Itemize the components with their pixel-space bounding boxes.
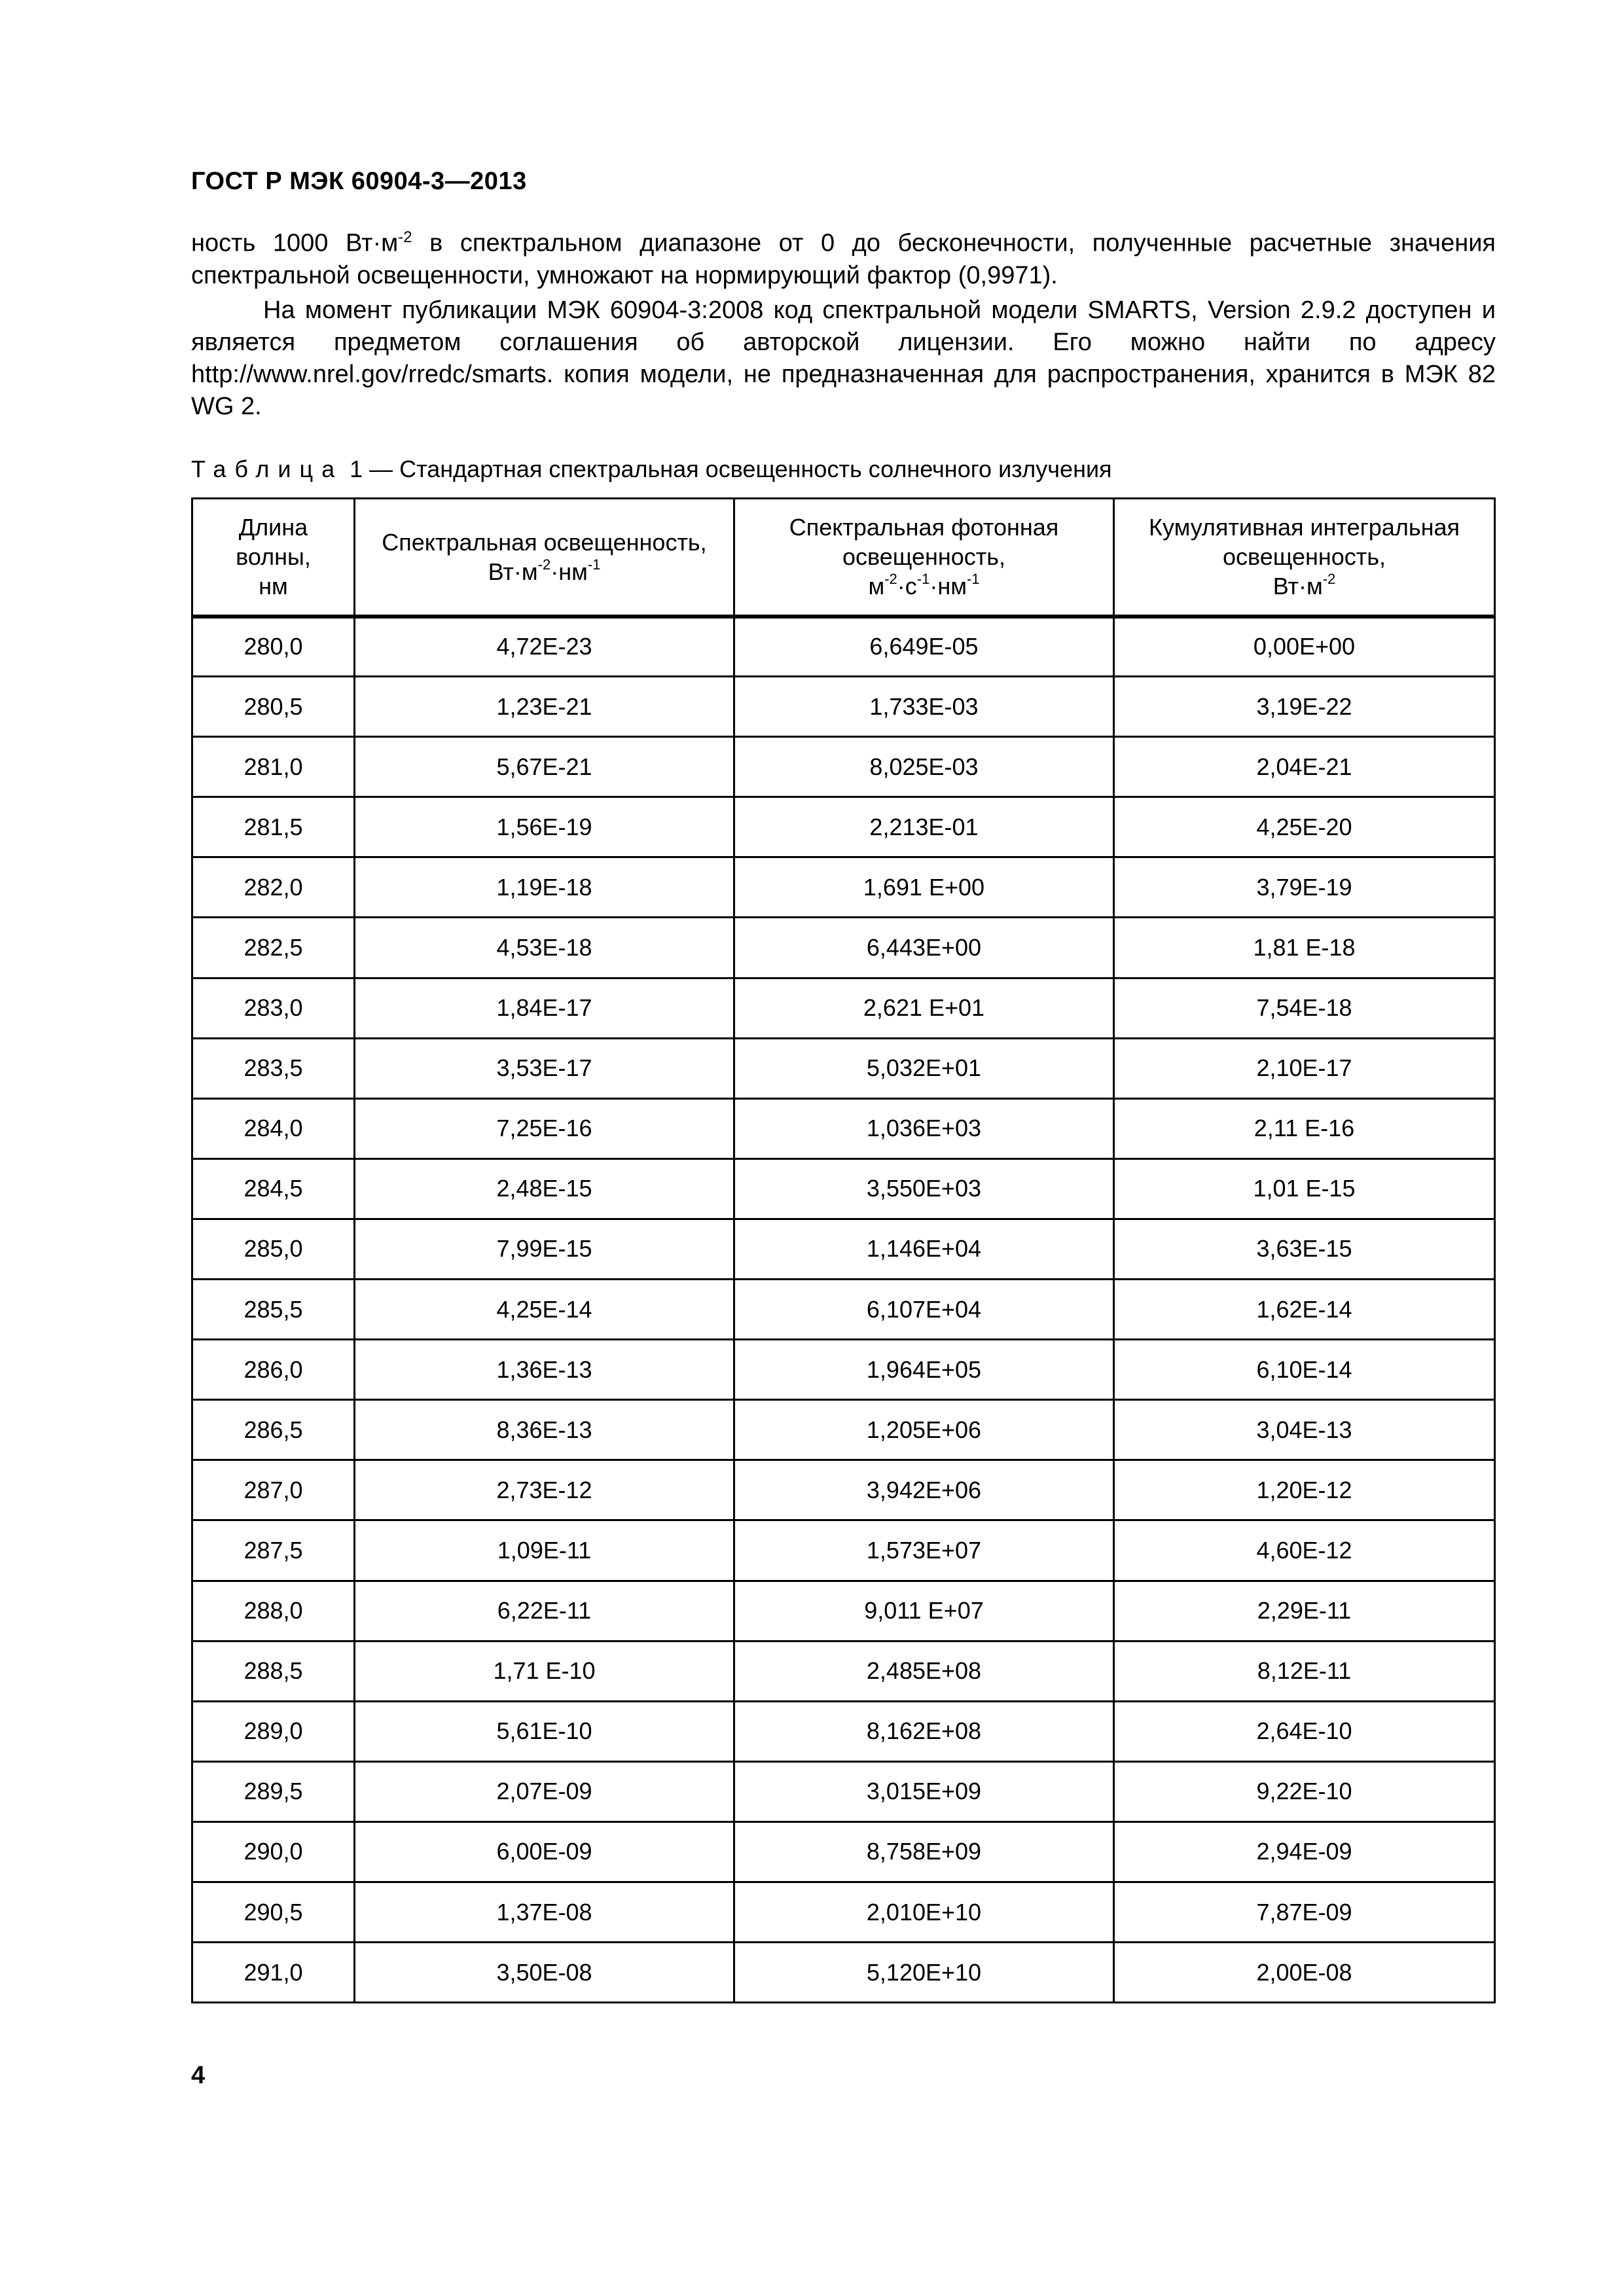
table-row: [192, 797, 1495, 857]
cell-wavelength: 282,0: [192, 857, 355, 918]
cell-photon-irradiance: 1,691 E+00: [734, 857, 1114, 918]
cell-wavelength: 289,5: [192, 1761, 355, 1821]
table-body: [192, 617, 1495, 2003]
header-line: освещенность,: [1222, 543, 1386, 571]
cell-spectral-irradiance: 6,22E-11: [355, 1581, 734, 1641]
table-row: [192, 677, 1495, 737]
header-line: волны,: [236, 543, 311, 571]
cell-cumulative-irradiance: 7,54E-18: [1114, 978, 1495, 1038]
cell-photon-irradiance: 6,649E-05: [734, 617, 1114, 677]
cell-spectral-irradiance: 1,19E-18: [355, 857, 734, 918]
cell-wavelength: 280,5: [192, 677, 355, 737]
cell-cumulative-irradiance: 2,94E-09: [1114, 1821, 1495, 1882]
cell-photon-irradiance: 1,146E+04: [734, 1219, 1114, 1279]
cell-wavelength: 285,0: [192, 1219, 355, 1279]
table-row: [192, 1641, 1495, 1701]
table-row: [192, 1158, 1495, 1219]
header-wavelength: [192, 499, 355, 617]
cell-cumulative-irradiance: 2,00E-08: [1114, 1943, 1495, 2003]
cell-cumulative-irradiance: 2,29E-11: [1114, 1581, 1495, 1641]
cell-wavelength: 285,5: [192, 1280, 355, 1340]
cell-photon-irradiance: 6,443E+00: [734, 918, 1114, 978]
table-row: [192, 1219, 1495, 1279]
table-row: [192, 1943, 1495, 2003]
cell-photon-irradiance: 2,213E-01: [734, 797, 1114, 857]
cell-photon-irradiance: 1,964E+05: [734, 1340, 1114, 1400]
cell-wavelength: 291,0: [192, 1943, 355, 2003]
table-row: [192, 1280, 1495, 1340]
header-spectral-irradiance: [355, 499, 734, 617]
cell-cumulative-irradiance: 3,04E-13: [1114, 1400, 1495, 1460]
cell-spectral-irradiance: 1,36E-13: [355, 1340, 734, 1400]
header-unit: $Вт\cdot м^{-2}$: [1272, 571, 1336, 600]
cell-cumulative-irradiance: 0,00E+00: [1114, 617, 1495, 677]
cell-photon-irradiance: 8,162E+08: [734, 1701, 1114, 1761]
cell-spectral-irradiance: 4,72E-23: [355, 617, 734, 677]
cell-wavelength: 288,0: [192, 1581, 355, 1641]
cell-wavelength: 280,0: [192, 617, 355, 677]
cell-cumulative-irradiance: 2,64E-10: [1114, 1701, 1495, 1761]
cell-wavelength: 283,0: [192, 978, 355, 1038]
cell-spectral-irradiance: 3,53E-17: [355, 1038, 734, 1098]
paragraph-text: ность 1000 Вт·м: [191, 229, 399, 257]
cell-spectral-irradiance: 3,50E-08: [355, 1943, 734, 2003]
header-line: освещенность,: [842, 543, 1006, 571]
table-row: [192, 1038, 1495, 1098]
cell-wavelength: 283,5: [192, 1038, 355, 1098]
table-row: [192, 1098, 1495, 1158]
table-row: [192, 1581, 1495, 1641]
cell-wavelength: 288,5: [192, 1641, 355, 1701]
paragraph-publication-note: На момент публикации МЭК 60904-3:2008 код спектральной модели SMARTS, Version 2.9.2 доступен и является предметом соглашения об авторской лицензии. Его можно найти по адресу http://www.nrel.gov/rredc/smarts. копия модели, не предназначенная для распространения, хранится в МЭК 82 WG 2.: [191, 296, 1496, 420]
cell-cumulative-irradiance: 8,12E-11: [1114, 1641, 1495, 1701]
header-line: Спектральная освещенность,: [382, 528, 707, 556]
page-number: 4: [191, 2062, 206, 2089]
cell-cumulative-irradiance: 3,19E-22: [1114, 677, 1495, 737]
cell-wavelength: 289,0: [192, 1701, 355, 1761]
cell-photon-irradiance: 9,011 E+07: [734, 1581, 1114, 1641]
cell-photon-irradiance: 2,621 E+01: [734, 978, 1114, 1038]
table-row: [192, 1460, 1495, 1520]
paragraph-normalization: [191, 221, 1496, 292]
cell-photon-irradiance: 5,120E+10: [734, 1943, 1114, 2003]
cell-photon-irradiance: 1,036E+03: [734, 1098, 1114, 1158]
cell-photon-irradiance: 8,758E+09: [734, 1821, 1114, 1882]
table-row: [192, 1882, 1495, 1942]
cell-spectral-irradiance: 2,48E-15: [355, 1158, 734, 1219]
header-line: Спектральная фотонная: [789, 514, 1059, 541]
cell-spectral-irradiance: 2,73E-12: [355, 1460, 734, 1520]
cell-spectral-irradiance: 8,36E-13: [355, 1400, 734, 1460]
cell-wavelength: 284,5: [192, 1158, 355, 1219]
cell-cumulative-irradiance: 6,10E-14: [1114, 1340, 1495, 1400]
table-caption: [191, 453, 1112, 486]
cell-spectral-irradiance: 1,37E-08: [355, 1882, 734, 1942]
cell-wavelength: 290,5: [192, 1882, 355, 1942]
cell-cumulative-irradiance: 2,04E-21: [1114, 737, 1495, 797]
cell-photon-irradiance: 3,015E+09: [734, 1761, 1114, 1821]
cell-cumulative-irradiance: 4,25E-20: [1114, 797, 1495, 857]
cell-spectral-irradiance: 4,25E-14: [355, 1280, 734, 1340]
cell-wavelength: 284,0: [192, 1098, 355, 1158]
cell-photon-irradiance: 5,032E+01: [734, 1038, 1114, 1098]
table-row: [192, 1701, 1495, 1761]
cell-cumulative-irradiance: 1,62E-14: [1114, 1280, 1495, 1340]
cell-spectral-irradiance: 5,61E-10: [355, 1701, 734, 1761]
cell-spectral-irradiance: 1,23E-21: [355, 677, 734, 737]
cell-wavelength: 286,0: [192, 1340, 355, 1400]
header-photon-irradiance: [734, 499, 1114, 617]
cell-cumulative-irradiance: 7,87E-09: [1114, 1882, 1495, 1942]
cell-photon-irradiance: 8,025E-03: [734, 737, 1114, 797]
header-line: Кумулятивная интегральная: [1149, 514, 1460, 541]
cell-spectral-irradiance: 1,84E-17: [355, 978, 734, 1038]
cell-cumulative-irradiance: 9,22E-10: [1114, 1761, 1495, 1821]
cell-cumulative-irradiance: 1,81 E-18: [1114, 918, 1495, 978]
cell-wavelength: 290,0: [192, 1821, 355, 1882]
table-row: [192, 1821, 1495, 1882]
table-row: [192, 978, 1495, 1038]
cell-cumulative-irradiance: 3,63E-15: [1114, 1219, 1495, 1279]
cell-photon-irradiance: 2,010E+10: [734, 1882, 1114, 1942]
header-unit: нм: [259, 573, 288, 600]
table-caption-title: 1 — Стандартная спектральная освещенность солнечного излучения: [343, 456, 1112, 482]
cell-wavelength: 282,5: [192, 918, 355, 978]
cell-cumulative-irradiance: 1,20E-12: [1114, 1460, 1495, 1520]
table-row: [192, 857, 1495, 918]
cell-photon-irradiance: 1,205E+06: [734, 1400, 1114, 1460]
paragraph-text: в спектральном диапазоне от 0 до бесконечности, полученные расчетные значения спектральной освещенности, умножают на нормирующий фактор (0,9971).: [191, 229, 1496, 289]
cell-spectral-irradiance: 5,67E-21: [355, 737, 734, 797]
cell-cumulative-irradiance: 1,01 E-15: [1114, 1158, 1495, 1219]
cell-spectral-irradiance: 1,56E-19: [355, 797, 734, 857]
page-header: ГОСТ Р МЭК 60904-3—2013: [191, 168, 527, 195]
table-header-row: [192, 499, 1495, 617]
table-row: [192, 1520, 1495, 1581]
cell-wavelength: 286,5: [192, 1400, 355, 1460]
cell-photon-irradiance: 1,573E+07: [734, 1520, 1114, 1581]
table-row: [192, 1340, 1495, 1400]
cell-photon-irradiance: 2,485E+08: [734, 1641, 1114, 1701]
cell-photon-irradiance: 3,942E+06: [734, 1460, 1114, 1520]
cell-photon-irradiance: 6,107E+04: [734, 1280, 1114, 1340]
cell-wavelength: 281,0: [192, 737, 355, 797]
cell-cumulative-irradiance: 4,60E-12: [1114, 1520, 1495, 1581]
cell-wavelength: 281,5: [192, 797, 355, 857]
cell-spectral-irradiance: 1,09E-11: [355, 1520, 734, 1581]
cell-wavelength: 287,5: [192, 1520, 355, 1581]
cell-spectral-irradiance: 2,07E-09: [355, 1761, 734, 1821]
cell-spectral-irradiance: 4,53E-18: [355, 918, 734, 978]
spectral-irradiance-table: [191, 497, 1496, 2003]
cell-cumulative-irradiance: 3,79E-19: [1114, 857, 1495, 918]
header-unit: $Вт\cdot м^{-2}\cdot нм^{-1}$: [488, 556, 601, 585]
cell-spectral-irradiance: 6,00E-09: [355, 1821, 734, 1882]
cell-cumulative-irradiance: 2,11 E-16: [1114, 1098, 1495, 1158]
table-row: [192, 617, 1495, 677]
cell-wavelength: 287,0: [192, 1460, 355, 1520]
cell-photon-irradiance: 3,550E+03: [734, 1158, 1114, 1219]
cell-spectral-irradiance: 1,71 E-10: [355, 1641, 734, 1701]
table-caption-label: Таблица: [191, 456, 344, 482]
cell-spectral-irradiance: 7,25E-16: [355, 1098, 734, 1158]
table-row: [192, 918, 1495, 978]
cell-spectral-irradiance: 7,99E-15: [355, 1219, 734, 1279]
table-row: [192, 1761, 1495, 1821]
superscript: -2: [398, 228, 412, 246]
cell-cumulative-irradiance: 2,10E-17: [1114, 1038, 1495, 1098]
header-cumulative-irradiance: [1114, 499, 1495, 617]
header-unit: $м^{-2}\cdot с^{-1}\cdot нм^{-1}$: [868, 571, 980, 600]
table-row: [192, 1400, 1495, 1460]
header-line: Длина: [238, 514, 308, 541]
table-row: [192, 737, 1495, 797]
cell-photon-irradiance: 1,733E-03: [734, 677, 1114, 737]
